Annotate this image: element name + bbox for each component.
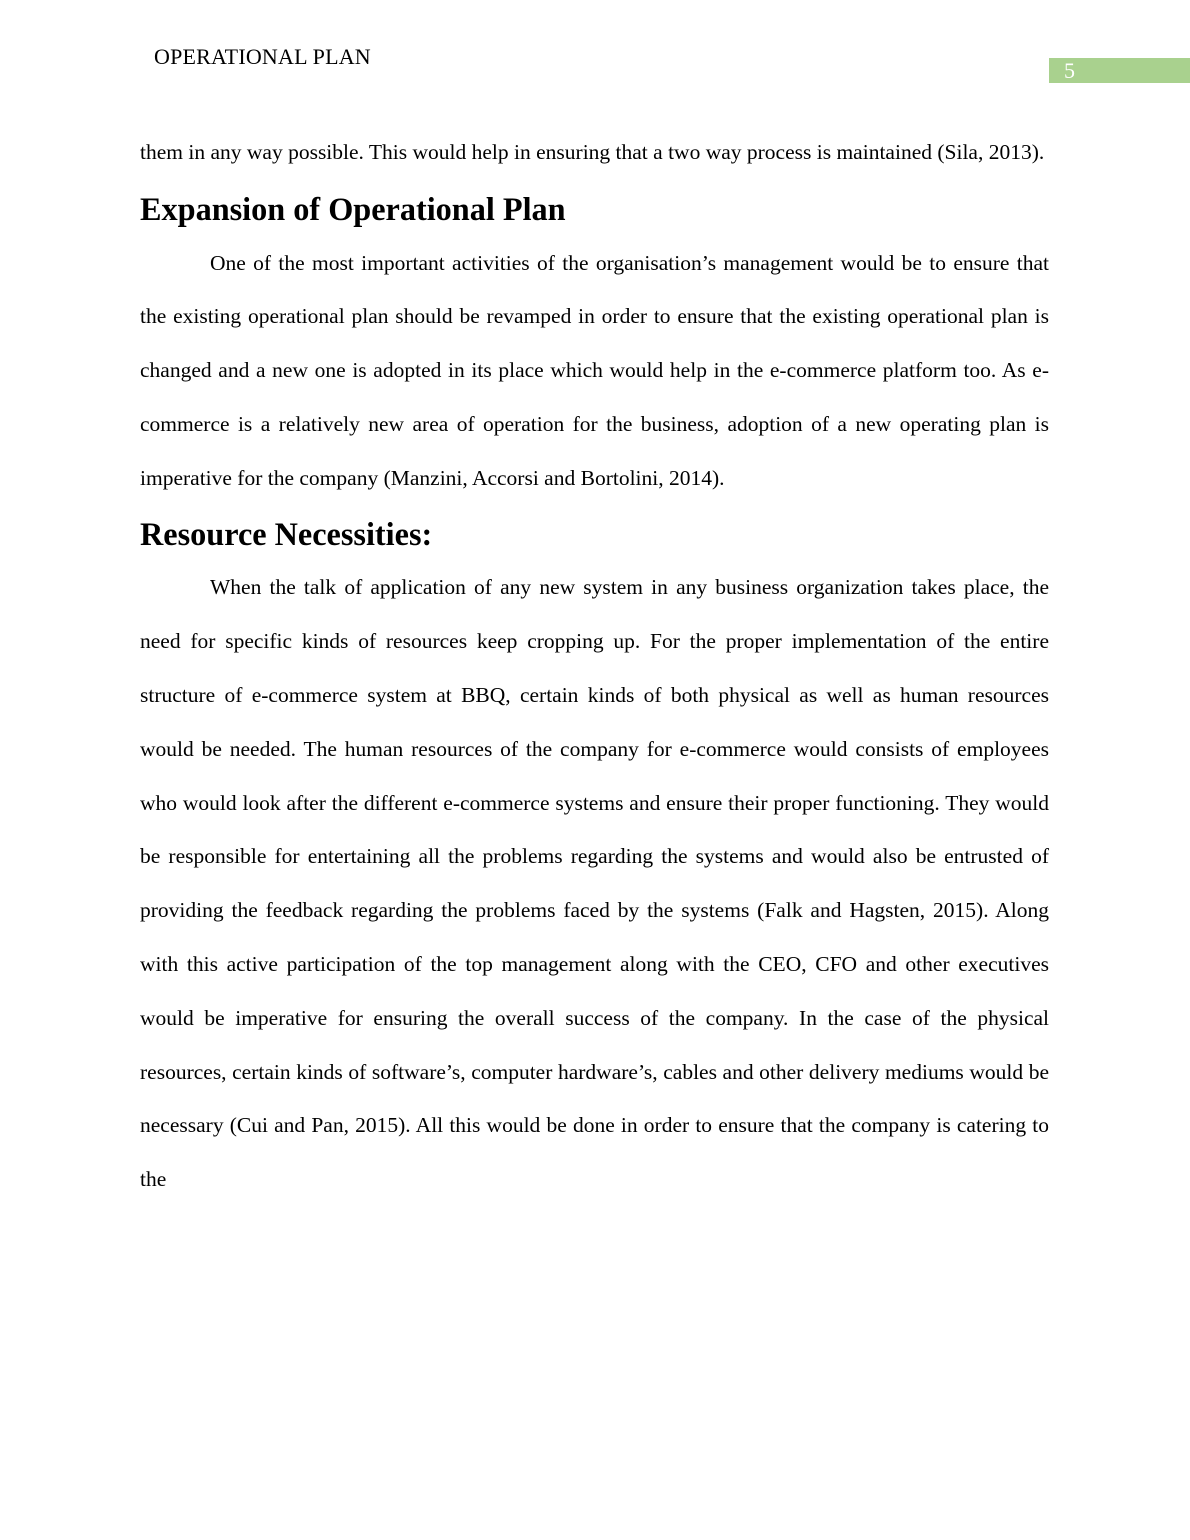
continuation-paragraph: them in any way possible. This would help in ensuring that a two way process is maintained (Sila, 2013). [140, 140, 1045, 164]
section-paragraph-expansion: One of the most important activities of the organisation’s management would be to ensure that the existing operational plan should be revamped in order to ensure that the existing operational plan is changed and a new one is adopted in its place which would help in the e-commerce platform too. As e-commerce is a relatively new area of operation for the business, adoption of a new operating plan is imperative for the company (Manzini, Accorsi and Bortolini, 2014). [140, 250, 1049, 490]
page-number: 5 [1064, 58, 1075, 83]
page-number-badge [1049, 58, 1190, 83]
section-heading-resources: Resource Necessities: [140, 515, 433, 552]
document-body [140, 126, 1049, 1207]
section-heading-expansion: Expansion of Operational Plan [140, 190, 566, 227]
section-paragraph-resources: When the talk of application of any new system in any business organization takes place, the need for specific kinds of resources keep cropping up. For the proper implementation of the entire structure of e-commerce system at BBQ, certain kinds of both physical as well as human resources would be needed. The human resources of the company for e-commerce would consists of employees who would look after the different e-commerce systems and ensure their proper functioning. They would be responsible for entertaining all the problems regarding the systems and would also be entrusted of providing the feedback regarding the problems faced by the systems (Falk and Hagsten, 2015). Along with this active participation of the top management along with the CEO, CFO and other executives would be imperative for ensuring the overall success of the company. In the case of the physical resources, certain kinds of software’s, computer hardware’s, cables and other delivery mediums would be necessary (Cui and Pan, 2015). All this would be done in order to ensure that the company is catering to the [140, 575, 1049, 1192]
running-head: OPERATIONAL PLAN [154, 44, 371, 69]
